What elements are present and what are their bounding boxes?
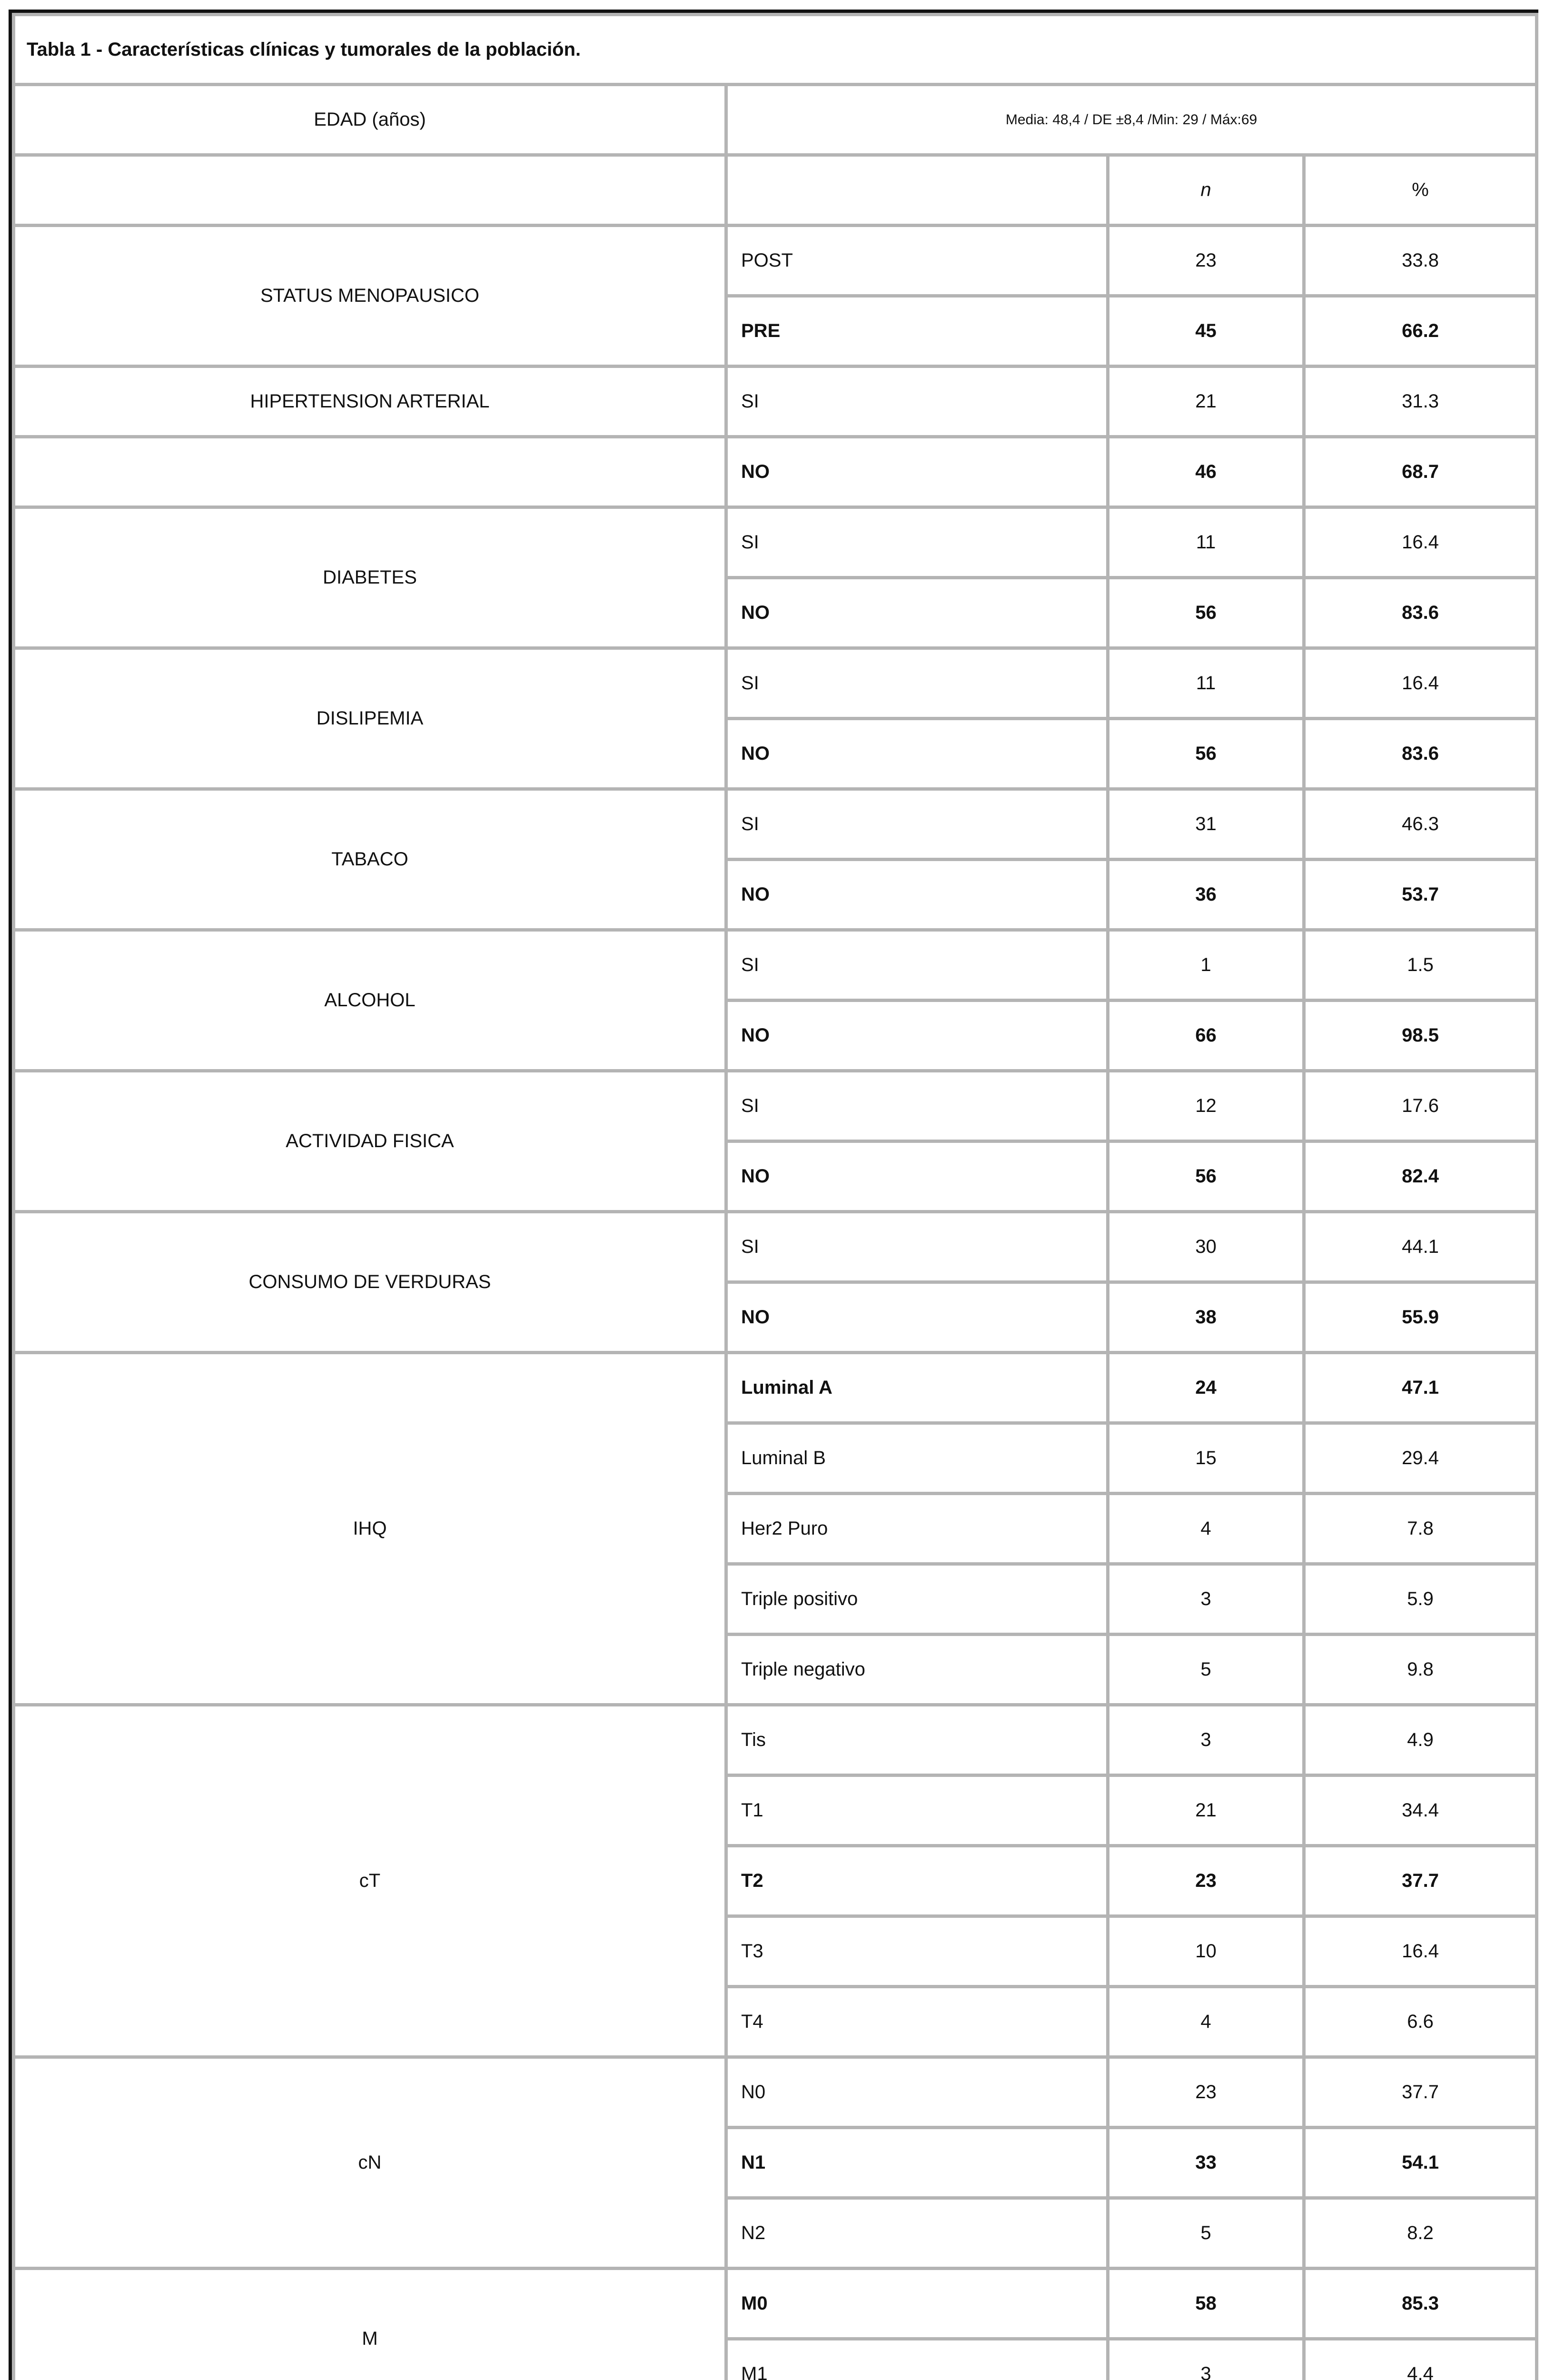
- category-cell: N0: [726, 2057, 1108, 2128]
- count-cell: 58: [1108, 2269, 1304, 2339]
- percent-cell: 4.9: [1304, 1705, 1537, 1775]
- table-row: [14, 226, 1537, 296]
- category-cell: Tis: [726, 1705, 1108, 1775]
- category-cell: SI: [726, 507, 1108, 578]
- table-row: [14, 1705, 1537, 1775]
- percent-cell: 85.3: [1304, 2269, 1537, 2339]
- category-cell: Luminal A: [726, 1353, 1108, 1423]
- percent-cell: 9.8: [1304, 1635, 1537, 1705]
- count-cell: 21: [1108, 367, 1304, 437]
- column-header-row: [14, 155, 1537, 226]
- category-cell: N2: [726, 2198, 1108, 2269]
- table-row: [14, 789, 1537, 860]
- category-cell: M0: [726, 2269, 1108, 2339]
- category-cell: T4: [726, 1987, 1108, 2057]
- category-cell: NO: [726, 1282, 1108, 1353]
- edad-label: EDAD (años): [14, 85, 726, 155]
- count-cell: 15: [1108, 1423, 1304, 1494]
- category-cell: SI: [726, 1212, 1108, 1282]
- count-cell: 56: [1108, 1141, 1304, 1212]
- count-cell: 66: [1108, 1001, 1304, 1071]
- count-cell: 23: [1108, 2057, 1304, 2128]
- count-cell: 31: [1108, 789, 1304, 860]
- percent-cell: 8.2: [1304, 2198, 1537, 2269]
- group-label: IHQ: [14, 1353, 726, 1705]
- category-cell: T1: [726, 1775, 1108, 1846]
- group-label: DIABETES: [14, 507, 726, 648]
- count-cell: 23: [1108, 1846, 1304, 1916]
- group-label: HIPERTENSION ARTERIAL: [14, 367, 726, 437]
- category-cell: SI: [726, 367, 1108, 437]
- count-cell: 3: [1108, 2339, 1304, 2380]
- percent-cell: 83.6: [1304, 578, 1537, 648]
- percent-cell: 98.5: [1304, 1001, 1537, 1071]
- count-cell: 56: [1108, 719, 1304, 789]
- count-cell: 4: [1108, 1987, 1304, 2057]
- count-cell: 12: [1108, 1071, 1304, 1141]
- category-cell: T2: [726, 1846, 1108, 1916]
- table-row: [14, 367, 1537, 437]
- table-row: [14, 648, 1537, 719]
- count-cell: 3: [1108, 1705, 1304, 1775]
- percent-cell: 4.4: [1304, 2339, 1537, 2380]
- percent-cell: 55.9: [1304, 1282, 1537, 1353]
- category-cell: NO: [726, 1001, 1108, 1071]
- edad-row: [14, 85, 1537, 155]
- percent-cell: 6.6: [1304, 1987, 1537, 2057]
- category-cell: NO: [726, 860, 1108, 930]
- table-row: [14, 437, 1537, 507]
- category-cell: T3: [726, 1916, 1108, 1987]
- column-header-n: n: [1108, 155, 1304, 226]
- percent-cell: 16.4: [1304, 648, 1537, 719]
- group-label: ALCOHOL: [14, 930, 726, 1071]
- count-cell: 21: [1108, 1775, 1304, 1846]
- percent-cell: 83.6: [1304, 719, 1537, 789]
- count-cell: 11: [1108, 507, 1304, 578]
- category-cell: N1: [726, 2128, 1108, 2198]
- percent-cell: 16.4: [1304, 507, 1537, 578]
- count-cell: 45: [1108, 296, 1304, 367]
- count-cell: 4: [1108, 1494, 1304, 1564]
- table-row: [14, 2269, 1537, 2339]
- percent-cell: 68.7: [1304, 437, 1537, 507]
- count-cell: 5: [1108, 1635, 1304, 1705]
- percent-cell: 17.6: [1304, 1071, 1537, 1141]
- category-cell: Her2 Puro: [726, 1494, 1108, 1564]
- percent-cell: 29.4: [1304, 1423, 1537, 1494]
- category-cell: NO: [726, 437, 1108, 507]
- group-label: cT: [14, 1705, 726, 2057]
- category-cell: SI: [726, 789, 1108, 860]
- category-cell: Triple negativo: [726, 1635, 1108, 1705]
- group-label: CONSUMO DE VERDURAS: [14, 1212, 726, 1353]
- percent-cell: 34.4: [1304, 1775, 1537, 1846]
- group-label: TABACO: [14, 789, 726, 930]
- table-row: [14, 507, 1537, 578]
- table-row: [14, 930, 1537, 1001]
- group-label: STATUS MENOPAUSICO: [14, 226, 726, 367]
- percent-cell: 33.8: [1304, 226, 1537, 296]
- category-cell: M1: [726, 2339, 1108, 2380]
- header-empty-cell: [14, 155, 726, 226]
- percent-cell: 31.3: [1304, 367, 1537, 437]
- count-cell: 11: [1108, 648, 1304, 719]
- category-cell: SI: [726, 1071, 1108, 1141]
- category-cell: PRE: [726, 296, 1108, 367]
- group-label: [14, 437, 726, 507]
- table-container: [9, 10, 1538, 2380]
- percent-cell: 44.1: [1304, 1212, 1537, 1282]
- category-cell: NO: [726, 578, 1108, 648]
- group-label: ACTIVIDAD FISICA: [14, 1071, 726, 1212]
- percent-cell: 82.4: [1304, 1141, 1537, 1212]
- percent-cell: 53.7: [1304, 860, 1537, 930]
- count-cell: 30: [1108, 1212, 1304, 1282]
- category-cell: POST: [726, 226, 1108, 296]
- percent-cell: 47.1: [1304, 1353, 1537, 1423]
- count-cell: 33: [1108, 2128, 1304, 2198]
- count-cell: 1: [1108, 930, 1304, 1001]
- category-cell: SI: [726, 648, 1108, 719]
- percent-cell: 37.7: [1304, 2057, 1537, 2128]
- percent-cell: 5.9: [1304, 1564, 1537, 1635]
- group-label: DISLIPEMIA: [14, 648, 726, 789]
- count-cell: 24: [1108, 1353, 1304, 1423]
- count-cell: 5: [1108, 2198, 1304, 2269]
- category-cell: Luminal B: [726, 1423, 1108, 1494]
- column-header-pct: %: [1304, 155, 1537, 226]
- percent-cell: 16.4: [1304, 1916, 1537, 1987]
- caption-row: [14, 15, 1537, 85]
- count-cell: 36: [1108, 860, 1304, 930]
- category-cell: NO: [726, 719, 1108, 789]
- table-row: [14, 1212, 1537, 1282]
- category-cell: Triple positivo: [726, 1564, 1108, 1635]
- percent-cell: 46.3: [1304, 789, 1537, 860]
- count-cell: 46: [1108, 437, 1304, 507]
- table-row: [14, 1071, 1537, 1141]
- data-table: [12, 13, 1538, 2380]
- group-label: M: [14, 2269, 726, 2380]
- percent-cell: 54.1: [1304, 2128, 1537, 2198]
- table-row: [14, 1353, 1537, 1423]
- header-empty-cell: [726, 155, 1108, 226]
- category-cell: NO: [726, 1141, 1108, 1212]
- edad-value: Media: 48,4 / DE ±8,4 /Min: 29 / Máx:69: [726, 85, 1537, 155]
- count-cell: 23: [1108, 226, 1304, 296]
- table-caption: Tabla 1 - Características clínicas y tumorales de la población.: [14, 15, 1537, 85]
- count-cell: 3: [1108, 1564, 1304, 1635]
- category-cell: SI: [726, 930, 1108, 1001]
- count-cell: 56: [1108, 578, 1304, 648]
- count-cell: 38: [1108, 1282, 1304, 1353]
- group-label: cN: [14, 2057, 726, 2269]
- percent-cell: 37.7: [1304, 1846, 1537, 1916]
- percent-cell: 66.2: [1304, 296, 1537, 367]
- percent-cell: 7.8: [1304, 1494, 1537, 1564]
- table-row: [14, 2057, 1537, 2128]
- percent-cell: 1.5: [1304, 930, 1537, 1001]
- count-cell: 10: [1108, 1916, 1304, 1987]
